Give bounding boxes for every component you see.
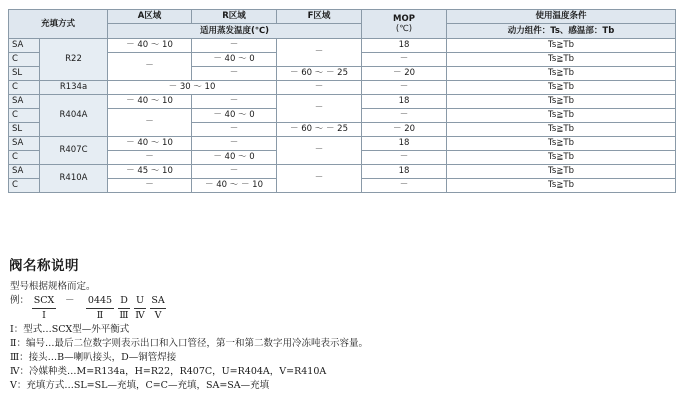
- cell-zone-f: － 60 ～ － 25: [277, 123, 362, 137]
- example-part-numeral: Ⅳ: [135, 310, 145, 321]
- cell-type: SA: [9, 95, 40, 109]
- cell-zone-a: － 40 ～ 10: [108, 39, 192, 53]
- cell-condition: Ts≧Tb: [447, 81, 676, 95]
- header-usage-condition: 使用温度条件: [447, 10, 676, 24]
- cell-zone-f: －: [277, 81, 362, 95]
- naming-notes: [10, 280, 368, 393]
- example-part-code: SA: [150, 294, 166, 309]
- cell-mop: －: [362, 151, 447, 165]
- cell-condition: Ts≧Tb: [447, 179, 676, 193]
- example-part-code: D: [118, 294, 130, 309]
- example-part-code: SCX: [32, 294, 56, 309]
- cell-condition: Ts≧Tb: [447, 67, 676, 81]
- cell-mop: －: [362, 53, 447, 67]
- header-zone-a: A区域: [108, 10, 192, 24]
- cell-zone-f: －: [277, 39, 362, 67]
- mop-label: MOP: [393, 13, 415, 24]
- header-evap-temp: 适用蒸发温度(℃): [108, 24, 362, 39]
- cell-zone-r: －: [192, 39, 277, 53]
- note-line-5: Ⅴ：充填方式…SL=SL—充填，C=C—充填，SA=SA—充填: [10, 380, 270, 391]
- note-line-4: Ⅳ：冷媒种类…M=R134a，H=R22，R407C，U=R404A，V=R410A: [10, 366, 327, 377]
- cell-type: C: [9, 53, 40, 67]
- header-fill-method: 充填方式: [9, 10, 108, 39]
- table-row: [9, 81, 676, 95]
- cell-condition: Ts≧Tb: [447, 53, 676, 67]
- cell-mop: －: [362, 109, 447, 123]
- cell-type: C: [9, 151, 40, 165]
- example-label: 例：: [10, 295, 30, 306]
- cell-type: SL: [9, 67, 40, 81]
- table-row: [9, 95, 676, 109]
- example-part-5: [150, 294, 166, 323]
- cell-type: C: [9, 179, 40, 193]
- cell-zone-r: －: [192, 137, 277, 151]
- cell-condition: Ts≧Tb: [447, 39, 676, 53]
- cell-refrigerant: R404A: [40, 95, 108, 137]
- cell-zone-a: － 45 ～ 10: [108, 165, 192, 179]
- cell-mop: 18: [362, 39, 447, 53]
- example-part-numeral: Ⅰ: [42, 310, 46, 321]
- example-part-3: [118, 294, 130, 323]
- cell-zone-r: －: [192, 95, 277, 109]
- note-line-2: Ⅱ：编号…最后二位数字则表示出口和入口管径，第一和第二数字用冷冻吨表示容量。: [10, 338, 368, 349]
- cell-mop: 18: [362, 137, 447, 151]
- cell-zone-a: － 40 ～ 10: [108, 137, 192, 151]
- cell-zone-r: －: [192, 123, 277, 137]
- header-usage-sub: 动力组件：Ts、感温部：Tb: [447, 24, 676, 39]
- example-part-1: [32, 294, 56, 323]
- cell-mop: 18: [362, 165, 447, 179]
- cell-zone-r: － 40 ～ 0: [192, 151, 277, 165]
- example-part-code: 0445: [86, 294, 114, 309]
- cell-condition: Ts≧Tb: [447, 123, 676, 137]
- cell-zone-f: － 60 ～ － 25: [277, 67, 362, 81]
- cell-refrigerant: R22: [40, 39, 108, 81]
- cell-mop: －: [362, 179, 447, 193]
- cell-type: SA: [9, 39, 40, 53]
- cell-type: SA: [9, 165, 40, 179]
- cell-zone-r: －: [192, 67, 277, 81]
- example-part-code: U: [134, 294, 146, 309]
- cell-refrigerant: R407C: [40, 137, 108, 165]
- cell-condition: Ts≧Tb: [447, 151, 676, 165]
- cell-zone-r: － 40 ～ 0: [192, 109, 277, 123]
- cell-type: C: [9, 109, 40, 123]
- cell-condition: Ts≧Tb: [447, 137, 676, 151]
- cell-zone-f: －: [277, 137, 362, 165]
- model-example: [10, 294, 368, 323]
- table-row: [9, 165, 676, 179]
- cell-zone-ar: － 30 ～ 10: [108, 81, 277, 95]
- cell-zone-a: －: [108, 109, 192, 137]
- mop-unit: (℃): [395, 24, 413, 34]
- cell-mop: 18: [362, 95, 447, 109]
- valve-spec-table: [8, 9, 676, 193]
- example-part-numeral: Ⅱ: [96, 310, 104, 321]
- example-part-2: [86, 294, 114, 323]
- cell-mop: － 20: [362, 123, 447, 137]
- cell-type: C: [9, 81, 40, 95]
- note-line-3: Ⅲ：接头…B—喇叭接头，D—铜管焊接: [10, 352, 177, 363]
- note-line-1: Ⅰ：型式…SCX型—外平衡式: [10, 324, 130, 335]
- cell-type: SA: [9, 137, 40, 151]
- cell-zone-r: － 40 ～ － 10: [192, 179, 277, 193]
- cell-zone-a: －: [108, 179, 192, 193]
- cell-zone-a: －: [108, 53, 192, 81]
- table-row: [9, 39, 676, 53]
- example-part-numeral: Ⅲ: [119, 310, 129, 321]
- cell-mop: －: [362, 81, 447, 95]
- cell-zone-r: －: [192, 165, 277, 179]
- cell-refrigerant: R410A: [40, 165, 108, 193]
- notes-intro: 型号根据规格而定。: [10, 281, 96, 292]
- cell-zone-f: －: [277, 165, 362, 193]
- section-title: 阀名称说明: [9, 258, 79, 274]
- cell-zone-a: － 40 ～ 10: [108, 95, 192, 109]
- header-mop: [362, 10, 447, 39]
- cell-mop: － 20: [362, 67, 447, 81]
- cell-zone-f: －: [277, 95, 362, 123]
- table-row: [9, 137, 676, 151]
- cell-zone-r: － 40 ～ 0: [192, 53, 277, 67]
- cell-type: SL: [9, 123, 40, 137]
- header-zone-r: R区域: [192, 10, 277, 24]
- cell-condition: Ts≧Tb: [447, 109, 676, 123]
- example-part-4: [134, 294, 146, 323]
- cell-condition: Ts≧Tb: [447, 95, 676, 109]
- header-zone-f: F区域: [277, 10, 362, 24]
- cell-condition: Ts≧Tb: [447, 165, 676, 179]
- example-part-numeral: Ⅴ: [154, 310, 162, 321]
- cell-zone-a: －: [108, 151, 192, 165]
- cell-refrigerant: R134a: [40, 81, 108, 95]
- example-dash: －: [65, 295, 75, 306]
